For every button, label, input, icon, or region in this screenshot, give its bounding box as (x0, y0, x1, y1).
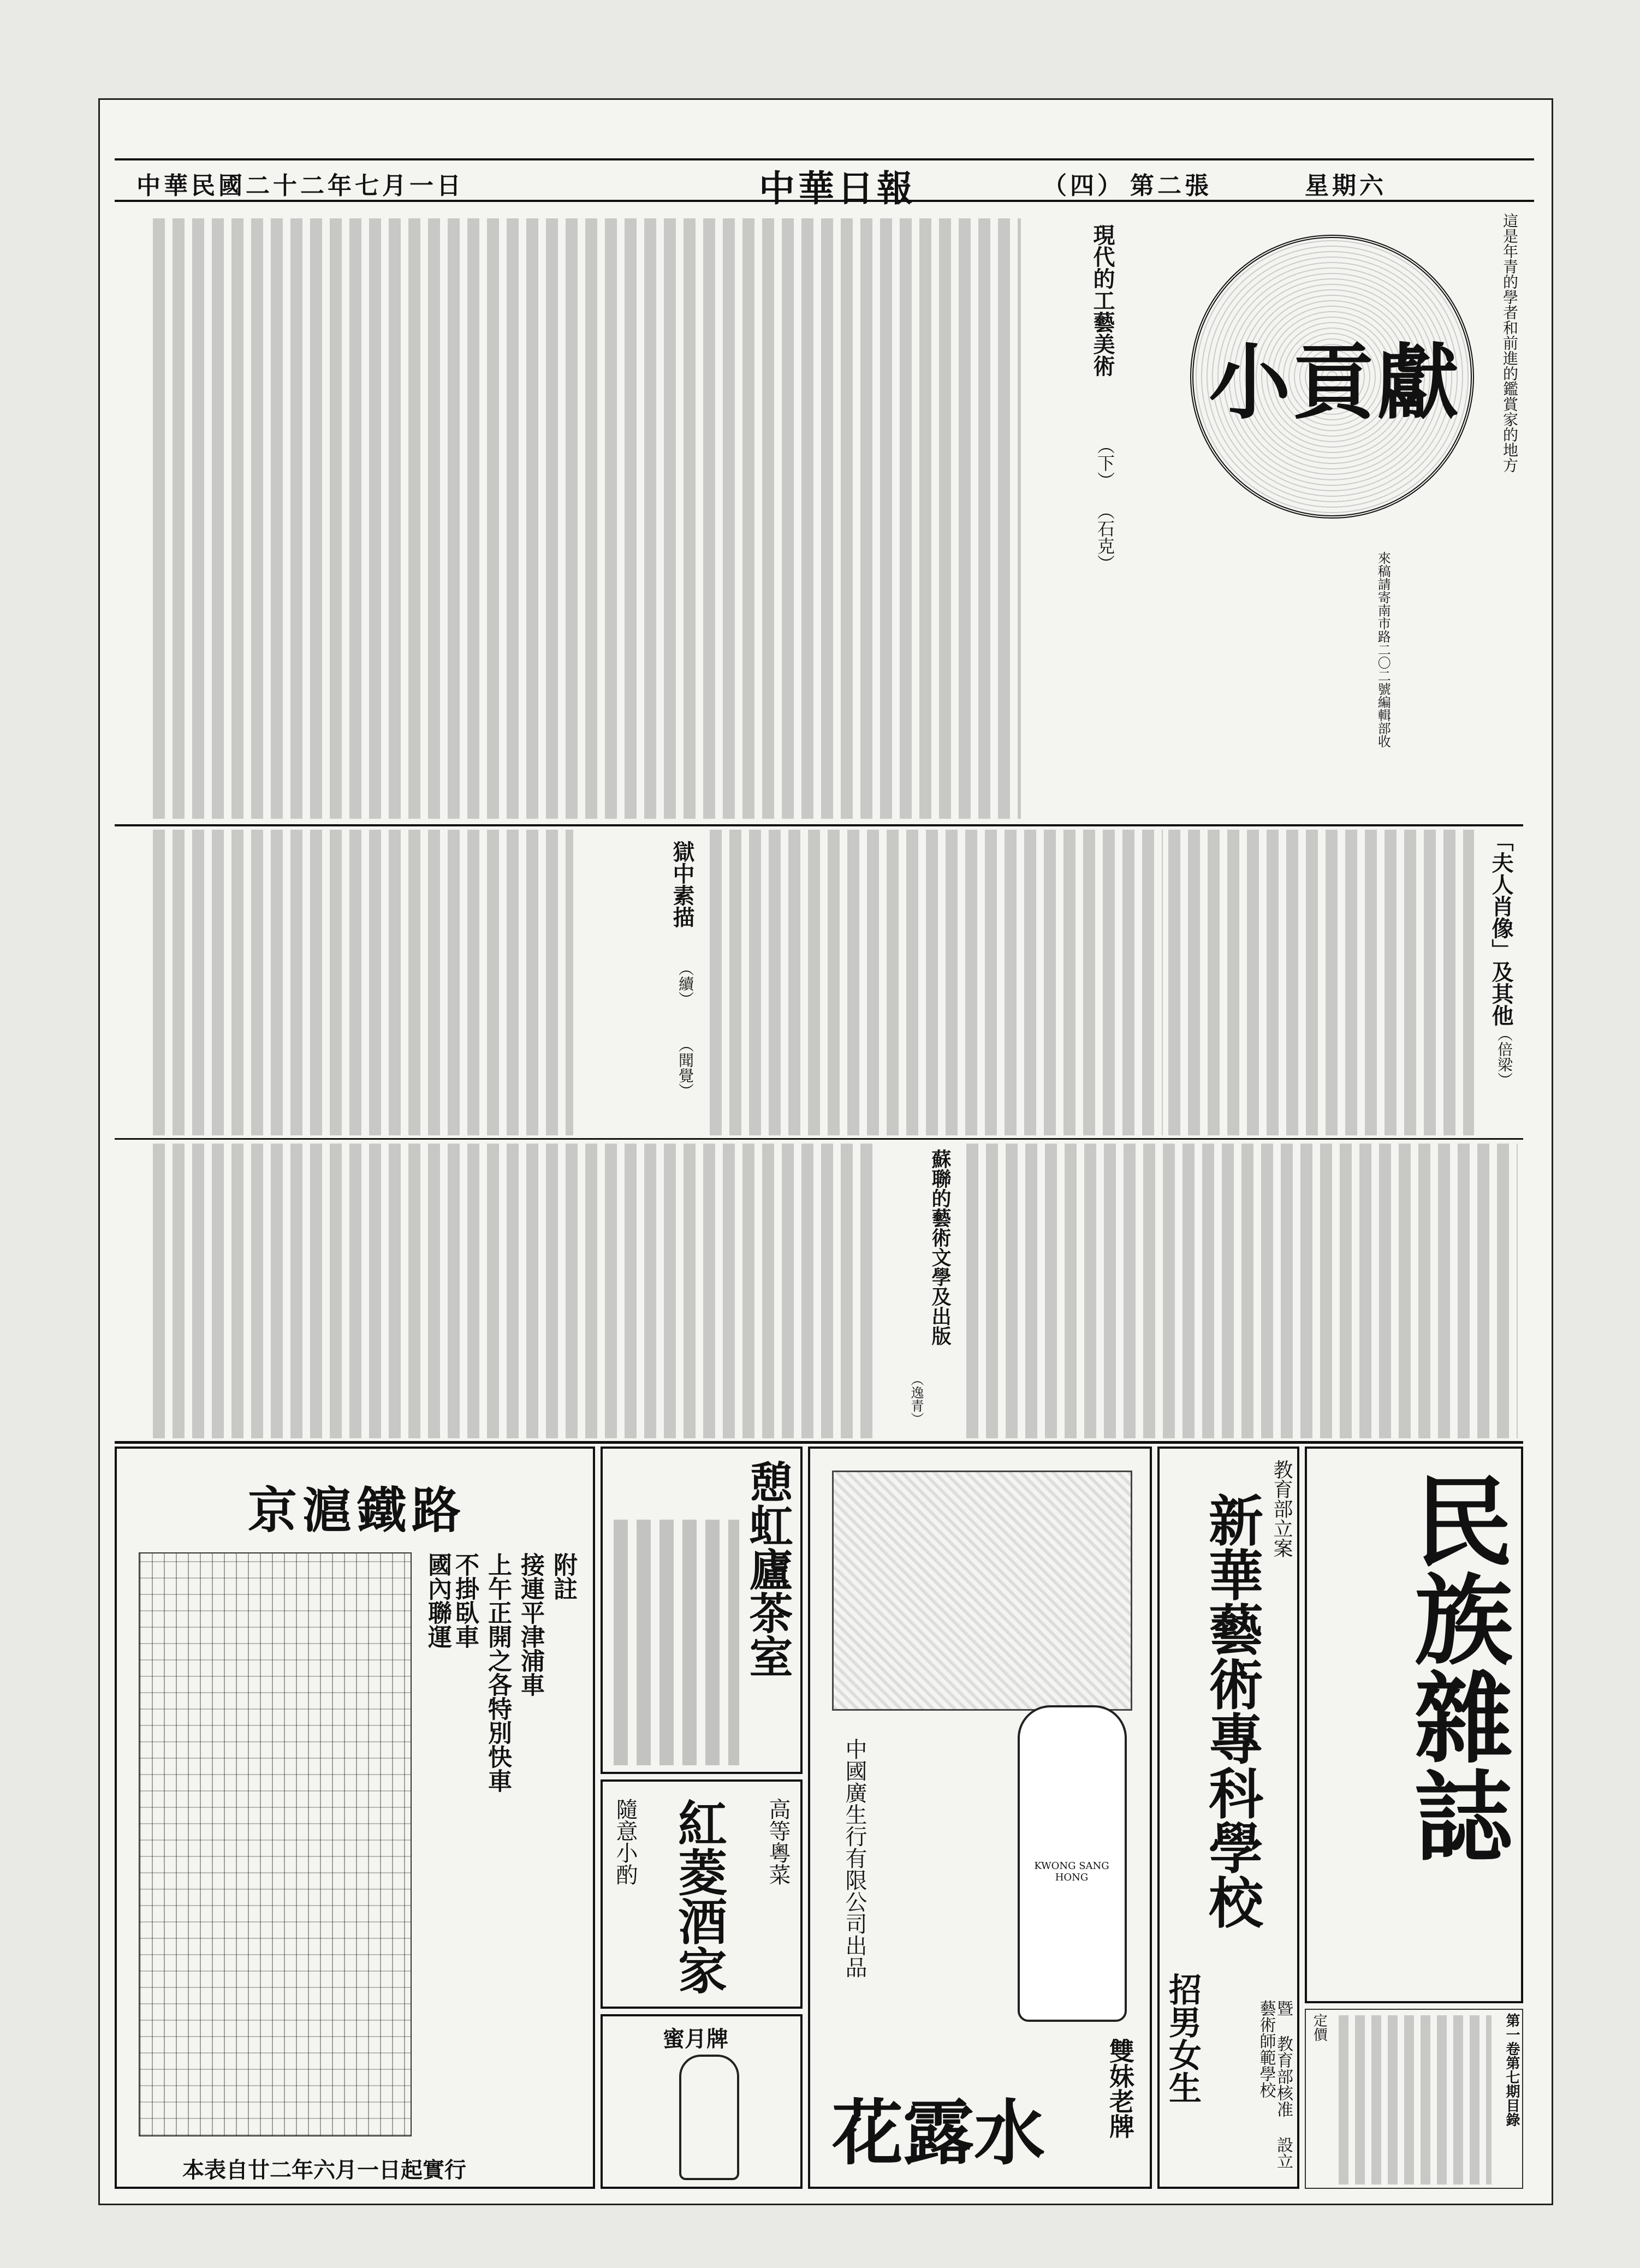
schedule-cells (140, 1553, 411, 2135)
art-school-ad (1157, 1446, 1299, 2189)
crafts-article-body (153, 218, 1021, 819)
restaurant-left: 隨意小酌 (613, 1798, 638, 1885)
perfume-ad (808, 1446, 1152, 2189)
honey-ad (601, 2014, 803, 2189)
perfume-company: 中國廣生行有限公司出品 (842, 1738, 867, 1978)
railway-title: 京滬鐵路 (248, 1481, 466, 1539)
prison-body (153, 830, 573, 1135)
crafts-author: （石克） (1095, 502, 1115, 572)
railway-note-3: 上午正開之各特別快車 (484, 1552, 512, 1793)
weekday-label: 星期六 (1305, 172, 1387, 200)
railway-notes (423, 1552, 581, 2136)
perfume-bottle-label: KWONG SANG HONG (1034, 1860, 1109, 1883)
railway-schedule-grid (139, 1552, 412, 2136)
railway-timetable (115, 1446, 595, 2189)
railway-footer: 本表自廿二年六月一日起實行 (182, 2157, 466, 2183)
tea-menu (614, 1520, 739, 1765)
minzu-title: 民族雜誌 (1398, 1471, 1513, 1864)
minzu-toc-box (1305, 2009, 1523, 2189)
railway-note-5: 國內聯運 (424, 1552, 451, 1648)
honey-label: 蜜月牌 (663, 2026, 728, 2052)
prison-author: （聞覺） (676, 1037, 694, 1098)
crafts-part: （下） (1095, 437, 1115, 489)
ads-divider (115, 1441, 1523, 1444)
honey-bottle (679, 2055, 739, 2180)
restaurant-right: 高等粵菜 (765, 1798, 791, 1885)
railway-note-4: 不掛臥車 (451, 1552, 479, 1648)
perfume-label: 花露水 (832, 2091, 1045, 2175)
crafts-article-heading (1026, 218, 1146, 819)
supplement-title: 小貢獻 (1208, 335, 1461, 431)
section-divider-2 (115, 1138, 1523, 1140)
railway-note-2: 接連平津浦車 (516, 1552, 544, 1696)
portrait-article (1168, 830, 1518, 1135)
soviet-title: 蘇聯的藝術文學及出版 (929, 1149, 952, 1346)
restaurant-title: 紅菱酒家 (669, 1798, 727, 1995)
masthead-bar (115, 158, 1534, 210)
art-school-sub: 暨 教育部核准 設立 藝術師範學校 (1256, 2000, 1293, 2169)
perfume-brand: 雙妹老牌 (1106, 2038, 1135, 2139)
perfume-bottle (1018, 1705, 1127, 2022)
minzu-toc-entries (1339, 2015, 1492, 2184)
prison-title: 獄中素描 (669, 841, 695, 928)
minzu-magazine-ad (1305, 1446, 1523, 2003)
section-divider (115, 824, 1523, 826)
soviet-author: （逸青） (908, 1373, 924, 1425)
section-number: （四） (1043, 172, 1125, 200)
tea-title: 憩虹廬茶室 (742, 1460, 793, 1678)
portrait-title: 「夫人肖像」及其他 (1488, 830, 1514, 1026)
art-school-note: 招男女生 (1163, 1973, 1202, 2104)
minzu-price-label: 定價 (1311, 2013, 1328, 2041)
crafts-title: 現代的工藝美術 (1090, 224, 1115, 377)
prison-article-heading (579, 830, 704, 1135)
railway-note-1: 附註 (549, 1552, 577, 1600)
supplement-tagline: 這是年青的學者和前進的鑑賞家的地方 (1501, 213, 1519, 473)
perfume-illustration (832, 1471, 1132, 1711)
portrait-body (1168, 830, 1474, 1135)
minzu-toc-label: 第一卷第七期目錄 (1504, 2013, 1520, 2127)
art-school-name: 新華藝術專科學校 (1199, 1492, 1264, 1929)
contributions-note: 來稿請寄南市路二〇二號編輯部收 (1375, 551, 1391, 748)
other-body (966, 1144, 1518, 1438)
soviet-article-heading (884, 1144, 961, 1438)
prison-part: （續） (676, 961, 694, 1007)
portrait-author: （倍梁） (1495, 1026, 1513, 1087)
restaurant-ad (601, 1779, 803, 2009)
portrait-body-continued (710, 830, 1163, 1135)
supplement-header (1168, 213, 1518, 753)
soviet-body (153, 1144, 879, 1438)
paper-name: 中華日報 (759, 167, 916, 210)
date-line: 中華民國二十二年七月一日 (136, 172, 464, 200)
tea-room-ad (601, 1446, 803, 1774)
art-school-top: 教育部立案 (1270, 1460, 1293, 1558)
issue-label: 第二張 (1130, 172, 1212, 200)
